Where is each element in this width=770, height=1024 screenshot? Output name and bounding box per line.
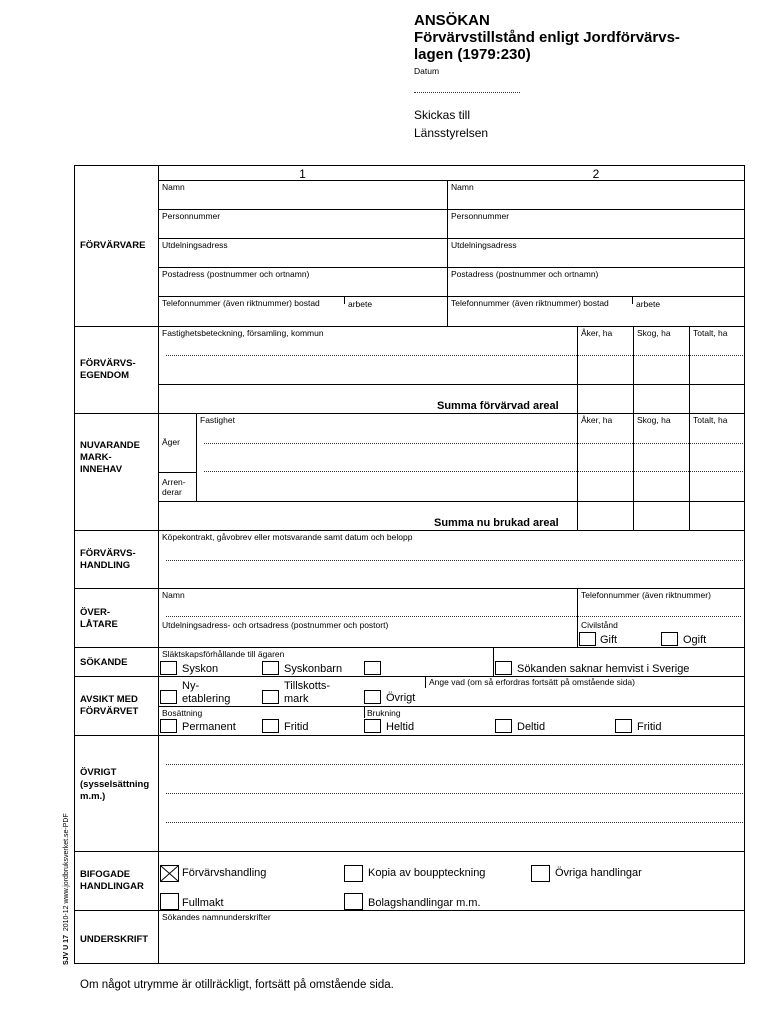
egendom-fastighet-label: Fastighetsbeteckning, församling, kommun [162, 328, 324, 338]
buyer1-arbete-field[interactable]: arbete [348, 299, 373, 309]
datum-label: Datum [414, 66, 440, 76]
buyer2-telefon-field[interactable]: Telefonnummer (även riktnummer) bostad [451, 298, 609, 308]
gift-checkbox[interactable] [579, 632, 596, 646]
buyer1-telefon-field[interactable]: Telefonnummer (även riktnummer) bostad [162, 298, 320, 308]
ovriga-label: Övriga handlingar [555, 867, 642, 879]
send-to-line1: Skickas till [414, 108, 471, 122]
markinnehav-ager-field[interactable] [204, 443, 743, 444]
kopia-label: Kopia av bouppteckning [368, 867, 486, 879]
syskonbarn-checkbox[interactable] [262, 661, 279, 675]
underskrift-label[interactable]: Sökandes namnunderskrifter [162, 912, 271, 922]
column-2-header: 2 [592, 167, 600, 181]
overlatare-adress-label: Utdelningsadress- och ortsadress (postnummer och postort) [162, 620, 389, 630]
buyer2-adress-field[interactable]: Utdelningsadress [451, 240, 517, 250]
forvarvshandling-checkbox[interactable] [160, 865, 179, 882]
markinnehav-ager-label: Äger [162, 437, 180, 447]
section-divider [158, 165, 159, 964]
ovrigt-field-line1[interactable] [166, 764, 743, 765]
markinnehav-skog-label: Skog, ha [637, 415, 671, 425]
brukning-fritid-label: Fritid [637, 721, 662, 733]
deltid-label: Deltid [517, 721, 546, 733]
ovriga-checkbox[interactable] [531, 865, 550, 882]
markinnehav-aker-label: Åker, ha [581, 415, 613, 425]
markinnehav-totalt-label: Totalt, ha [693, 415, 728, 425]
egendom-aker-label: Åker, ha [581, 328, 613, 338]
overlatare-namn-label: Namn [162, 590, 185, 600]
overlatare-telefon-label: Telefonnummer (även riktnummer) [581, 590, 711, 600]
syskon-label: Syskon [182, 663, 219, 675]
form-frame [74, 165, 745, 964]
form-id-vertical: SJV U 17 2010-12 www.jordbruksverket.se-PDF [63, 813, 70, 965]
kopia-checkbox[interactable] [344, 865, 363, 882]
buyer2-personnummer-field[interactable]: Personnummer [451, 211, 510, 221]
footer-note: Om något utrymme är otillräckligt, fortsätt på omstående sida. [80, 979, 394, 991]
bolags-label: Bolagshandlingar m.m. [368, 897, 481, 909]
buyer2-arbete-field[interactable]: arbete [636, 299, 661, 309]
buyer1-adress-field[interactable]: Utdelningsadress [162, 240, 228, 250]
section-handling: FÖRVÄRVS- HANDLING [80, 548, 136, 571]
fullmakt-label: Fullmakt [182, 897, 224, 909]
heltid-label: Heltid [386, 721, 415, 733]
sokande-slakt-label: Släktskapsförhållande till ägaren [162, 649, 285, 659]
buyer1-personnummer-field[interactable]: Personnummer [162, 211, 221, 221]
form-subtitle-line2: lagen (1979:230) [414, 46, 531, 63]
bosattning-fritid-checkbox[interactable] [262, 719, 279, 733]
nyetablering-checkbox[interactable] [160, 690, 177, 704]
section-avsikt: AVSIKT MED FÖRVÄRVET [80, 694, 139, 717]
brukning-label: Brukning [367, 708, 401, 718]
column-1-header: 1 [299, 167, 306, 181]
tillskottsmark-checkbox[interactable] [262, 690, 279, 704]
section-egendom: FÖRVÄRVS- EGENDOM [80, 358, 136, 381]
gift-label: Gift [600, 634, 618, 646]
ovrigt-field-line3[interactable] [166, 822, 743, 823]
deltid-checkbox[interactable] [495, 719, 512, 733]
datum-field[interactable] [414, 92, 520, 93]
egendom-fastighet-field[interactable] [166, 355, 743, 356]
forvarvshandling-label: Förvärvshandling [182, 867, 267, 879]
overlatare-namn-field[interactable] [166, 616, 741, 617]
section-forvarvare: FÖRVÄRVARE [80, 240, 146, 251]
ogift-checkbox[interactable] [661, 632, 678, 646]
ange-vad-label[interactable]: Ange vad (om så erfordras fortsätt på omstående sida) [429, 677, 635, 687]
ogift-label: Ogift [683, 634, 707, 646]
buyer1-namn-field[interactable]: Namn [162, 182, 185, 192]
handling-label: Köpekontrakt, gåvobrev eller motsvarande samt datum och belopp [162, 532, 413, 542]
form-subtitle-line1: Förvärvstillstånd enligt Jordförvärvs- [414, 29, 680, 46]
bosattning-label: Bosättning [162, 708, 203, 718]
ovrigt-field-line2[interactable] [166, 793, 743, 794]
section-underskrift: UNDERSKRIFT [80, 934, 149, 945]
section-bifogade: BIFOGADE HANDLINGAR [80, 869, 144, 892]
markinnehav-arrendera-label: Arren- derar [162, 477, 186, 497]
tillskottsmark-label: Tillskotts- mark [284, 680, 331, 705]
section-markinnehav: NUVARANDE MARK- INNEHAV [80, 440, 140, 475]
avsikt-ovrigt-checkbox[interactable] [364, 690, 381, 704]
handling-field[interactable] [166, 560, 743, 561]
permanent-label: Permanent [182, 721, 236, 733]
markinnehav-arrendera-field[interactable] [204, 471, 743, 472]
section-overlatare: ÖVER- LÅTARE [80, 607, 118, 630]
buyer2-namn-field[interactable]: Namn [451, 182, 474, 192]
sokande-other-checkbox[interactable] [364, 661, 381, 675]
check-x-icon [161, 866, 178, 881]
nyetablering-label: Ny- etablering [182, 680, 231, 705]
syskon-checkbox[interactable] [160, 661, 177, 675]
send-to-line2: Länsstyrelsen [414, 126, 489, 140]
permanent-checkbox[interactable] [160, 719, 177, 733]
form-title: ANSÖKAN [414, 12, 490, 29]
bosattning-fritid-label: Fritid [284, 721, 309, 733]
egendom-skog-label: Skog, ha [637, 328, 671, 338]
form-header [414, 12, 734, 63]
bolags-checkbox[interactable] [344, 893, 363, 910]
egendom-totalt-label: Totalt, ha [693, 328, 728, 338]
avsikt-ovrigt-label: Övrigt [386, 692, 416, 704]
egendom-summa-label: Summa förvärvad areal [437, 400, 559, 412]
saknar-hemvist-checkbox[interactable] [495, 661, 512, 675]
overlatare-civilstand-label: Civilstånd [581, 620, 618, 630]
heltid-checkbox[interactable] [364, 719, 381, 733]
buyer2-postadress-field[interactable]: Postadress (postnummer och ortnamn) [451, 269, 599, 279]
section-ovrigt: ÖVRIGT (sysselsättning m.m.) [80, 767, 150, 802]
syskonbarn-label: Syskonbarn [284, 663, 343, 675]
saknar-hemvist-label: Sökanden saknar hemvist i Sverige [517, 663, 690, 675]
brukning-fritid-checkbox[interactable] [615, 719, 632, 733]
section-sokande: SÖKANDE [80, 657, 128, 668]
markinnehav-summa-label: Summa nu brukad areal [434, 517, 559, 529]
buyer1-postadress-field[interactable]: Postadress (postnummer och ortnamn) [162, 269, 310, 279]
fullmakt-checkbox[interactable] [160, 893, 179, 910]
markinnehav-fastighet-label: Fastighet [200, 415, 235, 425]
